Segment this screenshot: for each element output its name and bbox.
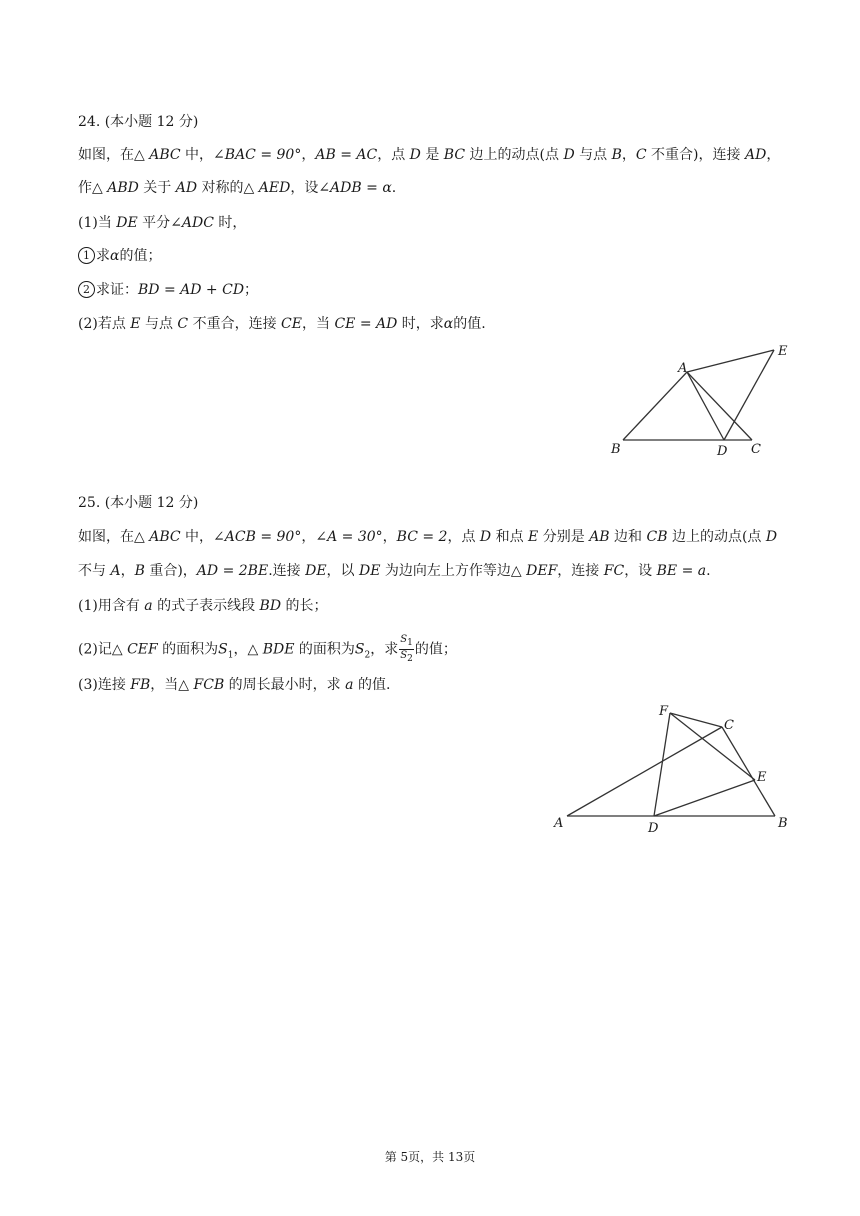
label-E: E xyxy=(778,344,788,359)
math: C xyxy=(635,147,647,163)
q24-figure-lines xyxy=(623,350,774,440)
segment-DE xyxy=(724,350,774,440)
math: BD = AD + CD xyxy=(138,282,245,298)
page-footer: 第 5页，共 13页 xyxy=(384,1150,476,1164)
text: 对称的△ xyxy=(197,180,259,196)
math: AB xyxy=(589,529,610,545)
text: .连接 xyxy=(268,563,306,579)
math: FC xyxy=(603,563,625,579)
text: ，设 xyxy=(624,563,657,579)
math: D xyxy=(409,147,421,163)
text: ，连接 xyxy=(557,563,604,579)
text: ，求 xyxy=(370,641,399,658)
text: 不重合，连接 xyxy=(188,316,282,332)
segment-CB xyxy=(722,727,775,816)
math: A xyxy=(110,563,121,579)
math: a xyxy=(345,677,354,693)
math: α xyxy=(443,316,454,332)
text: 平分 xyxy=(137,215,171,231)
text: 作△ xyxy=(78,180,108,196)
math: ∠ADC xyxy=(170,215,214,231)
text: 的面积为 xyxy=(294,641,355,658)
text: 的值. xyxy=(353,677,391,693)
subscript: 2 xyxy=(364,650,371,661)
text: 与点 xyxy=(574,147,612,163)
label-D: D xyxy=(648,821,659,836)
segment-AC xyxy=(567,727,722,816)
subscript: 1 xyxy=(407,638,413,648)
text: ， xyxy=(120,563,135,579)
text: 求证： xyxy=(96,282,138,298)
math: ∠A = 30° xyxy=(315,529,383,545)
text: ，点 xyxy=(377,147,410,163)
text: 重合)， xyxy=(144,563,197,579)
text: ，△ xyxy=(233,641,263,658)
math: ABC xyxy=(149,529,181,545)
math: DE xyxy=(305,563,327,579)
text: (2)记△ xyxy=(78,641,128,658)
fraction-denominator xyxy=(399,650,414,665)
text: 不与 xyxy=(78,563,111,579)
math: CEF xyxy=(127,641,158,658)
math: AD xyxy=(744,147,767,163)
math: DEF xyxy=(526,563,558,579)
text: 与点 xyxy=(140,316,178,332)
math: BE = a xyxy=(656,563,707,579)
text: 的值. xyxy=(453,316,486,332)
q25-line-4 xyxy=(78,634,457,665)
text: 边和 xyxy=(609,529,647,545)
math: ABD xyxy=(107,180,139,196)
text: ， xyxy=(621,147,636,163)
text: 的值； xyxy=(119,248,162,264)
text: ， xyxy=(766,147,781,163)
segment-AB xyxy=(623,372,687,440)
math: D xyxy=(479,529,492,545)
text: 边上的动点(点 xyxy=(667,529,766,545)
segment-DE xyxy=(654,780,755,816)
text: ，以 xyxy=(326,563,359,579)
math: FB xyxy=(130,677,151,693)
label-C: C xyxy=(724,718,734,733)
text: 时，求 xyxy=(397,316,444,332)
text: ， xyxy=(301,147,316,163)
text: 的面积为 xyxy=(157,641,219,658)
text: ，设 xyxy=(290,180,319,196)
q25-line-2 xyxy=(78,561,711,581)
q24-header: 24. (本小题 12 分) xyxy=(78,114,199,130)
math: CB xyxy=(646,529,668,545)
text: 的长； xyxy=(281,598,328,614)
circled-number: 1 xyxy=(78,247,95,264)
label-F: F xyxy=(659,704,669,719)
text: (3)连接 xyxy=(78,677,131,693)
text: 中， xyxy=(180,529,214,545)
fraction xyxy=(399,634,414,665)
text: 求 xyxy=(96,248,110,264)
text: 的值； xyxy=(414,641,457,658)
text: 关于 xyxy=(138,180,176,196)
math: BC = 2 xyxy=(396,529,448,545)
text: 为边向左上方作等边△ xyxy=(380,563,527,579)
math: ∠ACB = 90° xyxy=(213,529,302,545)
label-A: A xyxy=(554,816,564,831)
math: B xyxy=(134,563,145,579)
math: AED xyxy=(258,180,291,196)
text: (1)当 xyxy=(78,215,117,231)
text: (1)用含有 xyxy=(78,598,145,614)
math: ∠BAC = 90° xyxy=(213,147,302,163)
text: . xyxy=(706,563,711,579)
math: CE xyxy=(281,316,302,332)
math: C xyxy=(177,316,189,332)
subscript: 1 xyxy=(227,650,234,661)
q25-line-3 xyxy=(78,596,328,616)
label-A: A xyxy=(678,361,688,376)
label-B: B xyxy=(611,442,621,457)
math: BDE xyxy=(262,641,295,658)
text: 分别是 xyxy=(538,529,590,545)
text: 时， xyxy=(213,215,247,231)
text: 如图，在△ xyxy=(78,529,150,545)
math: ABC xyxy=(149,147,181,163)
math: E xyxy=(130,316,141,332)
math: S xyxy=(218,641,228,658)
text: 如图，在△ xyxy=(78,147,150,163)
segment-FC xyxy=(670,713,722,727)
q25-header: 25. (本小题 12 分) xyxy=(78,495,199,511)
math: DE xyxy=(359,563,381,579)
text: 的周长最小时，求 xyxy=(224,677,346,693)
text: 边上的动点(点 xyxy=(465,147,564,163)
text: ， xyxy=(301,529,316,545)
label-B: B xyxy=(778,816,788,831)
math: BD xyxy=(259,598,282,614)
text: ，当 xyxy=(301,316,335,332)
text: ， xyxy=(382,529,397,545)
math: S xyxy=(400,634,408,645)
text: 中， xyxy=(180,147,214,163)
q25-line-5 xyxy=(78,675,390,695)
subscript: 2 xyxy=(407,654,413,664)
text: (2)若点 xyxy=(78,316,131,332)
math: S xyxy=(354,641,365,658)
circled-number: 2 xyxy=(78,281,95,298)
math: AD xyxy=(175,180,198,196)
text: ，点 xyxy=(447,529,480,545)
text: ； xyxy=(244,282,259,298)
text: 的式子表示线段 xyxy=(152,598,260,614)
math: BC xyxy=(443,147,466,163)
label-E: E xyxy=(757,770,767,785)
text: 不重合)，连接 xyxy=(646,147,745,163)
segment-AE xyxy=(687,350,774,372)
math: a xyxy=(144,598,153,614)
q25-figure-lines xyxy=(567,713,775,816)
math: E xyxy=(528,529,539,545)
text: 是 xyxy=(420,147,444,163)
math: AB = AC xyxy=(315,147,378,163)
segment-FE xyxy=(670,713,755,780)
math: α xyxy=(110,248,120,264)
fraction-numerator xyxy=(399,634,414,650)
math: CE = AD xyxy=(334,316,398,332)
math: FCB xyxy=(193,677,225,693)
label-D: D xyxy=(717,444,728,459)
segment-AD xyxy=(687,372,724,440)
math: DE xyxy=(116,215,138,231)
q25-line-1 xyxy=(78,527,777,547)
math: ∠ADB = α xyxy=(318,180,392,196)
math: S xyxy=(400,650,408,661)
label-C: C xyxy=(751,442,761,457)
math: B xyxy=(611,147,622,163)
math: D xyxy=(765,529,778,545)
math: AD = 2BE xyxy=(196,563,269,579)
text: . xyxy=(391,180,397,196)
text: 和点 xyxy=(491,529,529,545)
math: D xyxy=(563,147,575,163)
text: ，当△ xyxy=(150,677,194,693)
